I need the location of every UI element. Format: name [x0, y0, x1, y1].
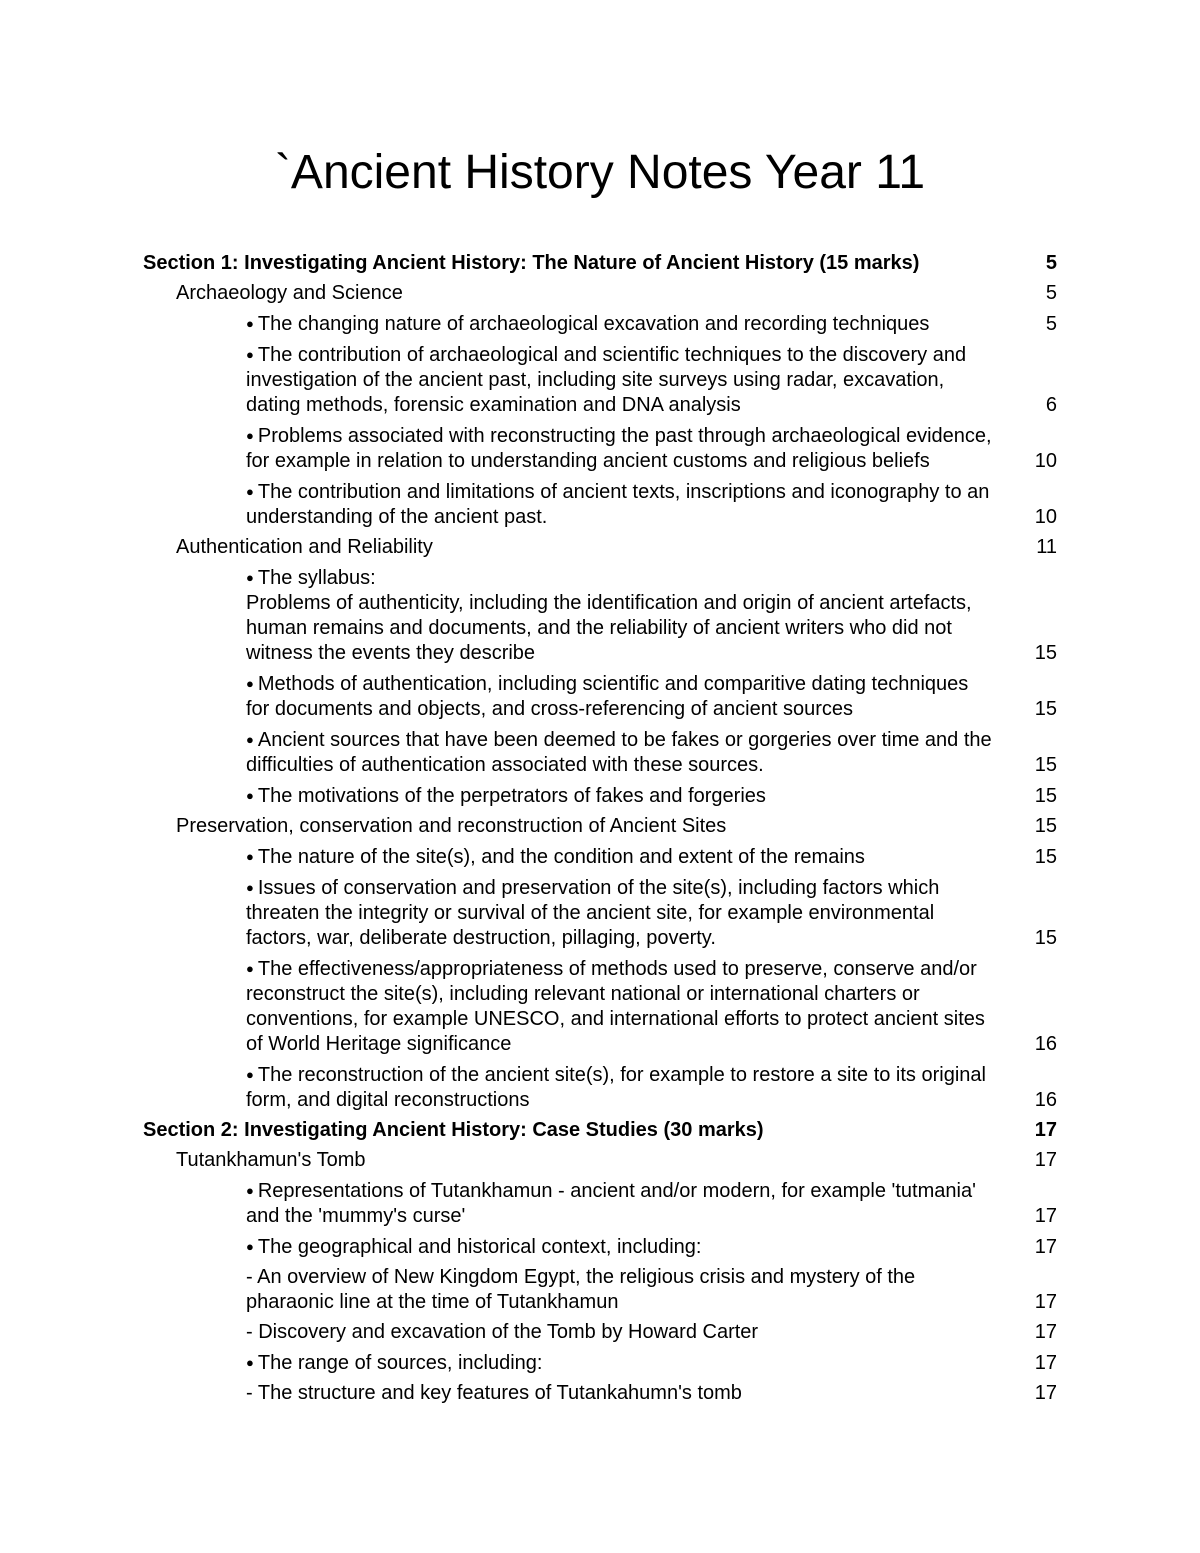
toc-item [143, 671, 1059, 722]
toc-item [143, 1178, 1059, 1229]
toc-entry-text: Section 1: Investigating Ancient History: The Nature of Ancient History (15 marks) [143, 252, 920, 274]
bullet-icon: ● [246, 1239, 254, 1254]
toc-entry-text: The range of sources, including: [257, 1352, 543, 1374]
toc-page-number: 17 [1034, 1352, 1057, 1374]
toc-item [143, 1381, 1059, 1406]
bullet-icon: ● [246, 1183, 254, 1198]
toc-entry-text: The contribution of archaeological and scientific techniques to the discovery and investigation of the ancient past, including site surveys using radar, excavation, dating methods, forensic examination and DNA analysis [246, 344, 967, 416]
toc-item [143, 727, 1059, 778]
toc-page-number: 15 [1034, 642, 1057, 664]
toc-page-number: 15 [1034, 815, 1057, 837]
bullet-icon: ● [246, 570, 254, 585]
toc-item [143, 1320, 1059, 1345]
toc-entry-text: The reconstruction of the ancient site(s), for example to restore a site to its original form, and digital reconstructions [246, 1064, 986, 1111]
toc-entry-text: Ancient sources that have been deemed to be fakes or gorgeries over time and the difficulties of authentication associated with these sources. [246, 729, 992, 776]
toc-page-number: 17 [1034, 1382, 1057, 1404]
toc-item [143, 1062, 1059, 1113]
toc-page-number: 17 [1034, 1149, 1057, 1171]
toc-entry-text: The motivations of the perpetrators of fakes and forgeries [257, 785, 766, 807]
bullet-icon: ● [246, 849, 254, 864]
bullet-icon: ● [246, 1067, 254, 1082]
toc-subsection [143, 814, 1059, 839]
toc-entry-text: Problems associated with reconstructing the past through archaeological evidence, for example in relation to understanding ancient customs and religious beliefs [246, 425, 992, 472]
toc-item [143, 565, 1059, 666]
toc-page-number: 5 [1045, 313, 1057, 335]
toc-entry-text: Representations of Tutankhamun - ancient and/or modern, for example 'tutmania' and the 'mummy's curse' [246, 1180, 976, 1227]
toc-entry-text: - The structure and key features of Tutankahumn's tomb [246, 1382, 742, 1404]
toc-entry-text: The effectiveness/appropriateness of methods used to preserve, conserve and/or reconstruct the site(s), including relevant national or international charters or conventions, for example UNESCO, and international efforts to protect ancient sites of World Heritage significance [246, 958, 985, 1055]
toc-page-number: 16 [1034, 1033, 1057, 1055]
toc-entry-text: Preservation, conservation and reconstruction of Ancient Sites [176, 815, 727, 837]
bullet-icon: ● [246, 880, 254, 895]
toc-item [143, 311, 1059, 337]
bullet-icon: ● [246, 484, 254, 499]
toc-page-number: 15 [1034, 846, 1057, 868]
bullet-icon: ● [246, 788, 254, 803]
bullet-icon: ● [246, 1355, 254, 1370]
toc-item [143, 783, 1059, 809]
toc-entry-text: The geographical and historical context, including: [257, 1236, 702, 1258]
toc-page-number: 11 [1036, 536, 1057, 558]
toc-entry-text: - Discovery and excavation of the Tomb by Howard Carter [246, 1321, 759, 1343]
toc-page-number: 10 [1034, 450, 1057, 472]
toc-page-number: 15 [1034, 927, 1057, 949]
bullet-icon: ● [246, 428, 254, 443]
toc-item [143, 844, 1059, 870]
bullet-icon: ● [246, 676, 254, 691]
toc-item [143, 342, 1059, 418]
toc-item [143, 479, 1059, 530]
toc-section-heading [143, 1118, 1059, 1143]
toc-item [143, 875, 1059, 951]
toc-page-number: 5 [1045, 282, 1057, 304]
bullet-icon: ● [246, 961, 254, 976]
toc-item [143, 1350, 1059, 1376]
toc-entry-text: The changing nature of archaeological excavation and recording techniques [257, 313, 930, 335]
toc-page-number: 17 [1034, 1205, 1057, 1227]
toc-entry-text: Archaeology and Science [176, 282, 403, 304]
toc-subsection [143, 535, 1059, 560]
toc-page-number: 16 [1034, 1089, 1057, 1111]
bullet-icon: ● [246, 732, 254, 747]
toc-page-number: 17 [1034, 1119, 1057, 1141]
toc-entry-text: The nature of the site(s), and the condition and extent of the remains [257, 846, 865, 868]
toc-page-number: 15 [1034, 785, 1057, 807]
toc-item [143, 1234, 1059, 1260]
toc-item [143, 1265, 1059, 1315]
toc-page-number: 10 [1034, 506, 1057, 528]
toc-entry-text: The contribution and limitations of ancient texts, inscriptions and iconography to an understanding of the ancient past. [246, 481, 990, 528]
bullet-icon: ● [246, 316, 254, 331]
toc-entry-text: Methods of authentication, including scientific and comparitive dating techniques for documents and objects, and cross-referencing of ancient sources [246, 673, 969, 720]
document-title: `Ancient History Notes Year 11 [274, 146, 926, 199]
toc-page-number: 17 [1034, 1291, 1057, 1313]
toc-item [143, 423, 1059, 474]
toc-entry-text: Section 2: Investigating Ancient History: Case Studies (30 marks) [143, 1119, 764, 1141]
toc-entry-text: Issues of conservation and preservation of the site(s), including factors which threaten the integrity or survival of the ancient site, for example environmental factors, war, deliberate destruction, pillaging, poverty. [246, 877, 940, 949]
toc-item [143, 956, 1059, 1057]
toc-entry-text: Authentication and Reliability [176, 536, 433, 558]
toc-page-number: 17 [1034, 1236, 1057, 1258]
toc-page-number: 15 [1034, 698, 1057, 720]
toc-page-number: 5 [1045, 252, 1057, 274]
toc-subsection [143, 1148, 1059, 1173]
toc-entry-text: The syllabus: Problems of authenticity, including the identification and origin of ancient artefacts, human remains and documents, and the reliability of ancient writers who did not witness the events they describe [246, 567, 972, 664]
toc-subsection [143, 281, 1059, 306]
table-of-contents [143, 251, 1059, 1411]
toc-entry-text: Tutankhamun's Tomb [176, 1149, 366, 1171]
toc-page-number: 17 [1034, 1321, 1057, 1343]
toc-page-number: 15 [1034, 754, 1057, 776]
toc-entry-text: - An overview of New Kingdom Egypt, the religious crisis and mystery of the pharaonic line at the time of Tutankhamun [246, 1266, 916, 1313]
toc-section-heading [143, 251, 1059, 276]
bullet-icon: ● [246, 347, 254, 362]
toc-page-number: 6 [1045, 394, 1057, 416]
